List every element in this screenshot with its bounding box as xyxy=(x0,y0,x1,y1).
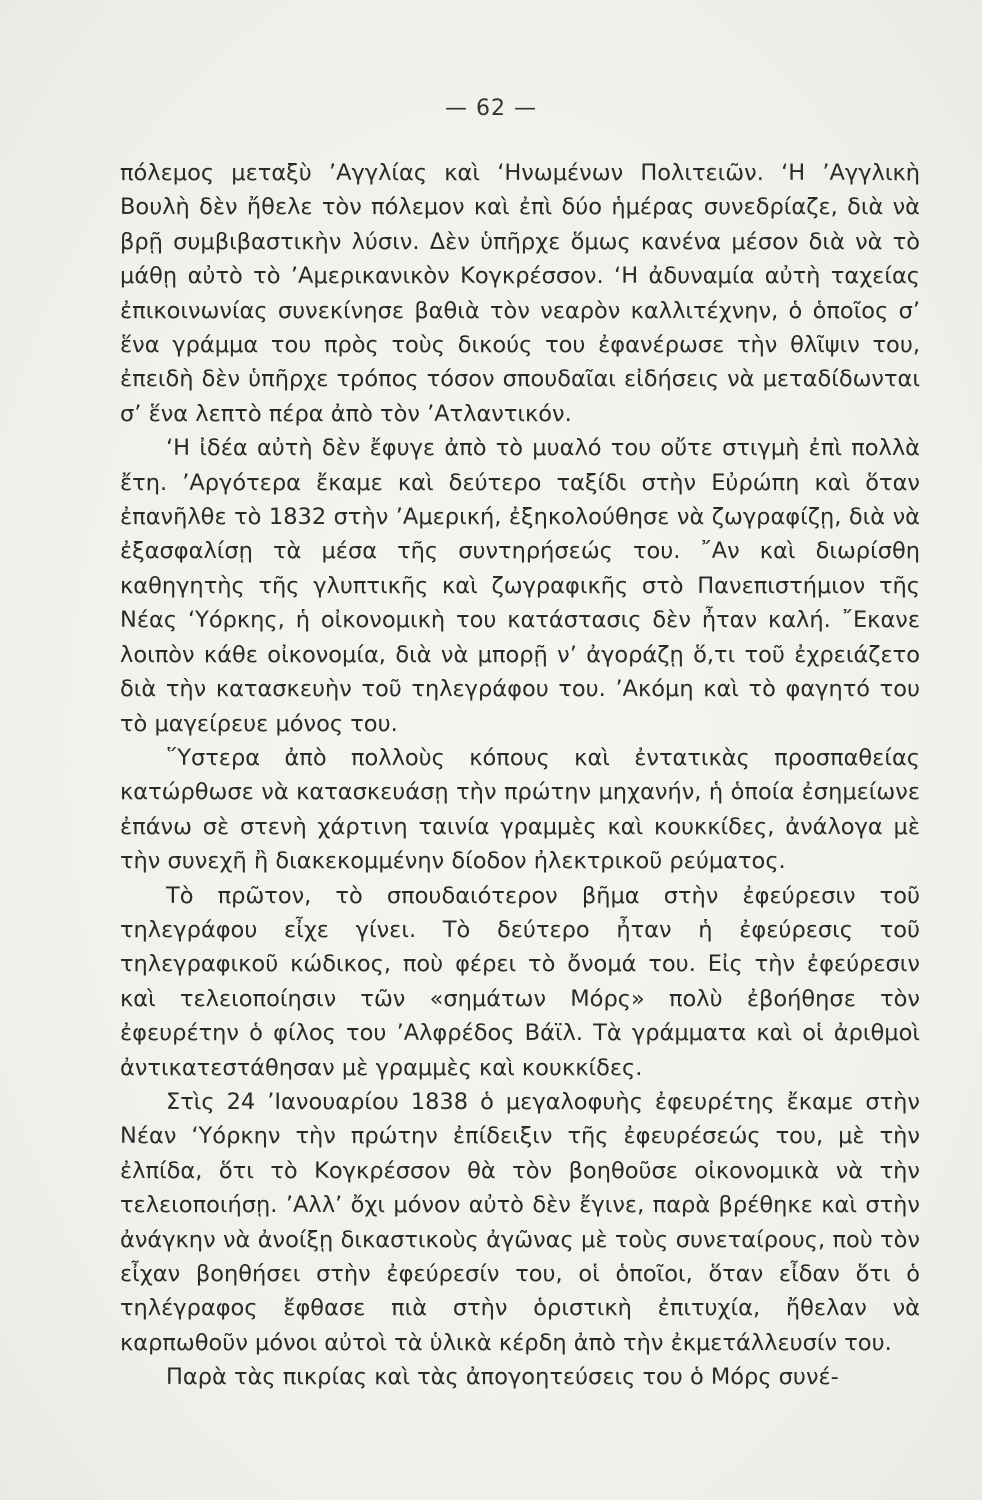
paragraph-5: Στὶς 24 ’Ιανουαρίου 1838 ὁ μεγαλοφυὴς ἐφευρέτης ἔκαμε στὴν Νέαν ‘Υόρκην τὴν πρώτην ἐπίδειξιν τῆς ἐφευρέσεώς του, μὲ τὴν ἐλπίδα, ὅτι τὸ Κογκρέσσον θὰ τὸν βοηθοῦσε οἰκονομικὰ νὰ τὴν τελειοποιήσῃ. ’Αλλ’ ὄχι μόνον αὐτὸ δὲν ἔγινε, παρὰ βρέθηκε καὶ στὴν ἀνάγκην νὰ ἀνοίξῃ δικαστικοὺς ἀγῶνας μὲ τοὺς συνεταίρους, ποὺ τὸν εἶχαν βοηθήσει στὴν ἐφεύρεσίν του, οἱ ὁποῖοι, ὅταν εἶδαν ὅτι ὁ τηλέγραφος ἔφθασε πιὰ στὴν ὁριστικὴ ἐπιτυχία, ἤθελαν νὰ καρπωθοῦν μόνοι αὐτοὶ τὰ ὑλικὰ κέρδη ἀπὸ τὴν ἐκμετάλλευσίν του. xyxy=(120,1088,920,1356)
paragraph-6: Παρὰ τὰς πικρίας καὶ τὰς ἀπογοητεύσεις του ὁ Μόρς συνέ- xyxy=(166,1364,839,1391)
body-text xyxy=(120,156,920,1395)
paragraph-4: Τὸ πρῶτον, τὸ σπουδαιότερον βῆμα στὴν ἐφεύρεσιν τοῦ τηλεγράφου εἶχε γίνει. Τὸ δεύτερο ἦταν ἡ ἐφεύρεσις τοῦ τηλεγραφικοῦ κώδικος, ποὺ φέρει τὸ ὄνομά του. Εἰς τὴν ἐφεύρεσιν καὶ τελειοποίησιν τῶν «σημάτων Μόρς» πολὺ ἐβοήθησε τὸν ἐφευρέτην ὁ φίλος του ’Αλφρέδος Βάϊλ. Τὰ γράμματα καὶ οἱ ἀριθμοὶ ἀντικατεστάθησαν μὲ γραμμὲς καὶ κουκκίδες. xyxy=(120,882,920,1081)
paragraph-2: ‘Η ἰδέα αὐτὴ δὲν ἔφυγε ἀπὸ τὸ μυαλό του οὔτε στιγμὴ ἐπὶ πολλὰ ἔτη. ’Αργότερα ἔκαμε καὶ δεύτερο ταξίδι στὴν Εὐρώπη καὶ ὅταν ἐπανῆλθε τὸ 1832 στὴν ’Αμερική, ἐξηκολούθησε νὰ ζωγραφίζῃ, διὰ νὰ ἐξασφαλίσῃ τὰ μέσα τῆς συντηρήσεώς του. ῎Αν καὶ διωρίσθη καθηγητὴς τῆς γλυπτικῆς καὶ ζωγραφικῆς στὸ Πανεπιστήμιον τῆς Νέας ‘Υόρκης, ἡ οἰκονομικὴ του κατάστασις δὲν ἦταν καλή. ῎Εκανε λοιπὸν κάθε οἰκονομία, διὰ νὰ μπορῇ ν’ ἀγοράζῃ ὅ,τι τοῦ ἐχρειάζετο διὰ τὴν κατασκευὴν τοῦ τηλεγράφου του. ’Ακόμη καὶ τὸ φαγητό του τὸ μαγείρευε μόνος του. xyxy=(120,435,920,737)
page-number: — 62 — xyxy=(445,96,537,121)
paragraph-1: πόλεμος μεταξὺ ’Αγγλίας καὶ ‘Ηνωμένων Πολιτειῶν. ‘Η ’Αγγλικὴ Βουλὴ δὲν ἤθελε τὸν πόλεμον καὶ ἐπὶ δύο ἡμέρας συνεδρίαζε, διὰ νὰ βρῇ συμβιβαστικὴν λύσιν. Δὲν ὑπῆρχε ὅμως κανένα μέσον διὰ νὰ τὸ μάθῃ αὐτὸ τὸ ’Αμερικανικὸν Κογκρέσσον. ‘Η ἀδυναμία αὐτὴ ταχείας ἐπικοινωνίας συνεκίνησε βαθιὰ τὸν νεαρὸν καλλιτέχνην, ὁ ὁποῖος σ’ ἕνα γράμμα του πρὸς τοὺς δικούς του ἐφανέρωσε τὴν θλῖψιν του, ἐπειδὴ δὲν ὑπῆρχε τρόπος τόσον σπουδαῖαι εἰδήσεις νὰ μεταδίδωνται σ’ ἕνα λεπτὸ πέρα ἀπὸ τὸν ’Ατλαντικόν. xyxy=(120,160,920,427)
paragraph-3: ῞Υστερα ἀπὸ πολλοὺς κόπους καὶ ἐντατικὰς προσπαθείας κατώρθωσε νὰ κατασκευάσῃ τὴν πρώτην μηχανήν, ἡ ὁποία ἐσημείωνε ἐπάνω σὲ στενὴ χάρτινη ταινία γραμμὲς καὶ κουκκίδες, ἀνάλογα μὲ τὴν συνεχῆ ἢ διακεκομμένην δίοδον ἠλεκτρικοῦ ρεύματος. xyxy=(120,744,920,875)
